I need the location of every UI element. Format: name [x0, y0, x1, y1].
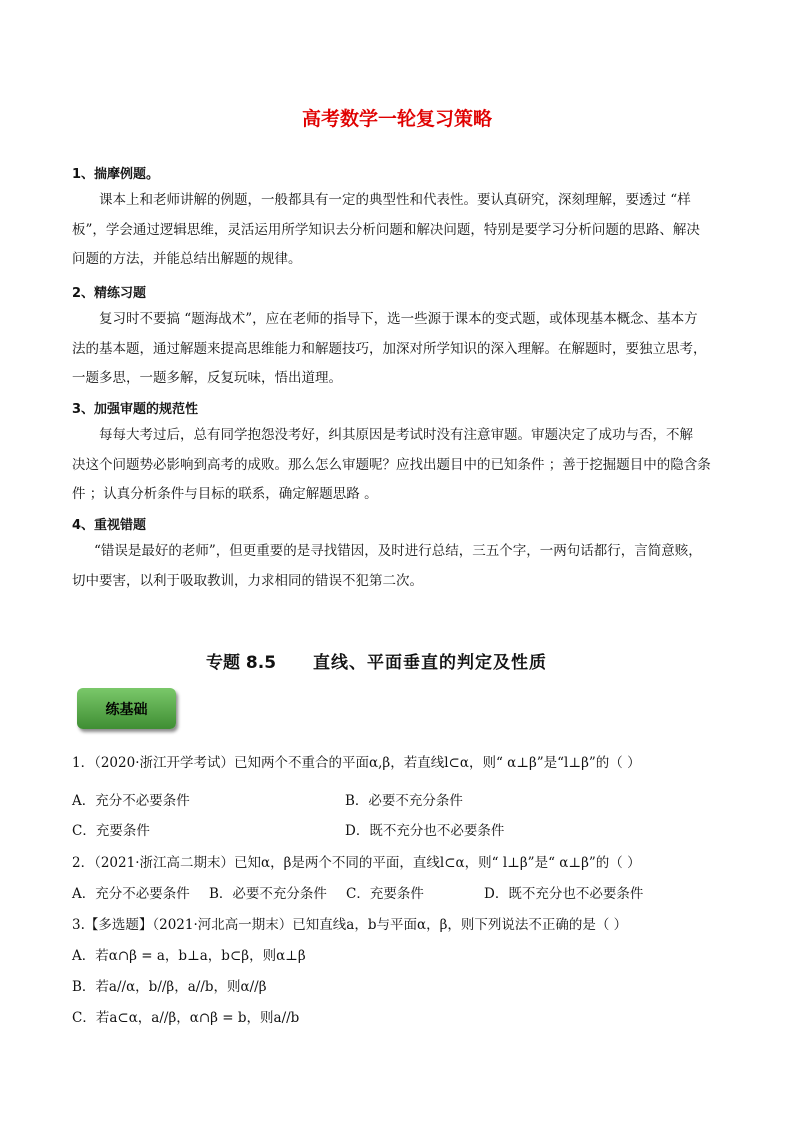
question-1-stem: 1．（2020·浙江开学考试）已知两个不重合的平面α,β，若直线l⊂α，则“ α⊥β”是“l⊥β”的（ ）	[72, 755, 641, 771]
section-heading-2: 2、精练习题	[72, 286, 147, 301]
question-2-option-b: B．必要不充分条件	[209, 886, 327, 902]
question-3-stem: 3.【多选题】（2021·河北高一期末）已知直线a，b与平面α，β，则下列说法不正确的是（ ）	[72, 917, 628, 933]
section-body-1	[72, 186, 726, 275]
paragraph-line: 件 ；认真分析条件与目标的联系，确定解题思路 。	[72, 486, 378, 502]
topic-name: 直线、平面垂直的判定及性质	[313, 653, 547, 673]
topic-number: 专题 8.5	[206, 653, 277, 673]
question-2-option-a: A．充分不必要条件	[72, 886, 190, 902]
question-2-option-d: D．既不充分也不必要条件	[484, 886, 644, 902]
paragraph-line: 决这个问题势必影响到高考的成败。那么怎么审题呢？应找出题目中的已知条件 ；善于挖掘题目中的隐含条	[72, 456, 711, 473]
section-heading-1: 1、揣摩例题。	[72, 167, 160, 182]
section-heading-3: 3、加强审题的规范性	[72, 402, 199, 417]
question-2-stem: 2．（2021·浙江高二期末）已知α，β是两个不同的平面，直线l⊂α，则“ l⊥β”是“ α⊥β”的（ ）	[72, 855, 641, 871]
section-heading-4: 4、重视错题	[72, 518, 147, 533]
paragraph-line: 法的基本题，通过解题来提高思维能力和解题技巧，加深对所学知识的深入理解。在解题时，要独立思考，	[72, 340, 707, 357]
practice-basics-button[interactable]: 练基础	[77, 688, 176, 729]
paragraph-line: 每每大考过后，总有同学抱怨没考好，纠其原因是考试时没有注意审题。审题决定了成功与否，不解	[99, 427, 693, 443]
paragraph-line: “错误是最好的老师”，但更重要的是寻找错因，及时进行总结，三五个字，一两句话都行，言简意赅，	[94, 543, 702, 559]
question-1-option-d: D．既不充分也不必要条件	[345, 823, 505, 839]
section-body-4	[72, 537, 726, 596]
page-title: 高考数学一轮复习策略	[301, 108, 492, 130]
paragraph-line: 板”，学会通过逻辑思维，灵活运用所学知识去分析问题和解决问题，特别是要学习分析问题的思路、解决	[72, 221, 700, 238]
section-body-3	[72, 421, 726, 510]
question-3-option-a: A．若α∩β = a，b⊥a，b⊂β，则α⊥β	[72, 948, 306, 964]
question-2-option-c: C．充要条件	[346, 886, 424, 902]
question-3-option-c: C．若a⊂α，a//β，α∩β = b，则a//b	[72, 1010, 300, 1026]
question-1-option-a: A．充分不必要条件	[72, 793, 190, 809]
question-1-option-c: C．充要条件	[72, 823, 150, 839]
question-3-option-b: B．若a//α，b//β，a//b，则α//β	[72, 979, 267, 995]
paragraph-line: 切中要害，以利于吸取教训，力求相同的错误不犯第二次。	[72, 572, 423, 589]
paragraph-line: 课本上和老师讲解的例题，一般都具有一定的典型性和代表性。要认真研究，深刻理解，要透过 “样	[99, 192, 691, 208]
paragraph-line: 复习时不要搞 “题海战术”，应在老师的指导下，选一些源于课本的变式题，或体现基本概念、基本方	[99, 311, 698, 327]
question-1-option-b: B．必要不充分条件	[345, 793, 463, 809]
paragraph-line: 问题的方法，并能总结出解题的规律。	[72, 251, 302, 267]
paragraph-line: 一题多思，一题多解，反复玩味，悟出道理。	[72, 370, 342, 386]
section-body-2	[72, 305, 726, 394]
